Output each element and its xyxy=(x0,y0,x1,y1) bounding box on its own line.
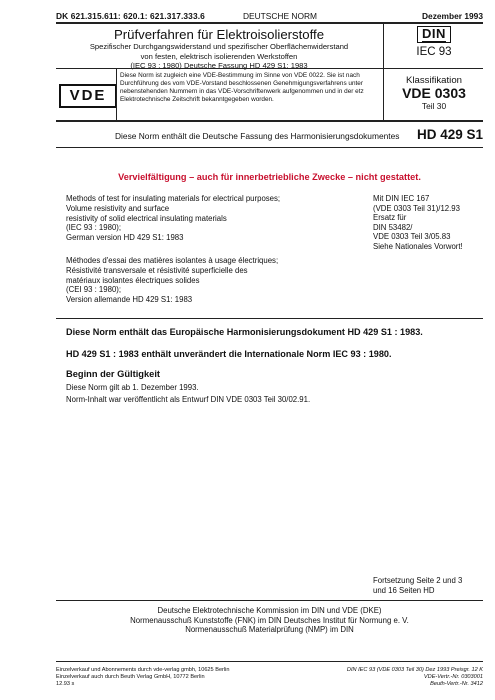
english-title-line: (IEC 93 : 1980); xyxy=(66,223,122,233)
rule xyxy=(56,68,483,69)
statement-iec: HD 429 S1 : 1983 enthält unverändert die Internationale Norm IEC 93 : 1980. xyxy=(66,349,392,359)
publisher-line: Deutsche Elektrotechnische Kommission im DIN und VDE (DKE) xyxy=(157,606,382,615)
footer-left-line: Einzelverkauf auch durch Beuth Verlag GmbH, 10772 Berlin xyxy=(56,673,205,680)
references xyxy=(373,194,483,252)
french-title-line: Méthodes d'essai des matières isolantes à usage électriques; xyxy=(66,256,279,265)
reference-line: Ersatz für xyxy=(373,213,407,223)
footer-right-line: Beuth-Vertr.-Nr. 3412 xyxy=(430,680,483,687)
vde-note-line: Elektrotechnische Zeitschrift bekanntgegeben worden. xyxy=(120,96,274,104)
copy-warning: Vervielfältigung – auch für innerbetriebliche Zwecke – nicht gestattet. xyxy=(118,172,421,182)
din-logo xyxy=(417,26,451,43)
reference-line: Siehe Nationales Vorwort! xyxy=(373,241,463,251)
rule xyxy=(56,120,483,122)
publisher-block xyxy=(56,606,483,635)
rule xyxy=(56,318,483,319)
footer-left-line: 12.93 s xyxy=(56,680,75,687)
vde-note-line: Durchführung des vom VDE-Vorstand beschlossenen Genehmigungsverfahrens unter xyxy=(120,80,363,88)
continuation-line: und 16 Seiten HD xyxy=(373,585,435,595)
statement-hd: Diese Norm enthält das Europäische Harmonisierungsdokument HD 429 S1 : 1983. xyxy=(66,327,423,337)
klassifikation-number: VDE 0303 xyxy=(402,85,466,101)
french-title-line: Résistivité transversale et résistivité superficielle des xyxy=(66,265,248,275)
publisher-line: Normenausschuß Kunststoffe (FNK) im DIN Deutsches Institut für Normung e. V. xyxy=(130,615,409,625)
document-title: Prüfverfahren für Elektroisolierstoffe xyxy=(113,27,325,42)
french-title-line: (CEI 93 : 1980); xyxy=(66,285,122,295)
subtitle-line: von festen, elektrisch isolierenden Werkstoffen xyxy=(140,51,298,61)
footer-rule xyxy=(56,661,483,662)
reference-line: Mit DIN IEC 167 xyxy=(373,194,430,203)
footer-right xyxy=(347,667,483,688)
english-title-line: German version HD 429 S1: 1983 xyxy=(66,233,184,243)
divider xyxy=(116,68,117,120)
hd-number: HD 429 S1 xyxy=(416,127,483,142)
reference-line: DIN 53482/ xyxy=(373,222,413,232)
continuation-line: Fortsetzung Seite 2 und 3 xyxy=(373,576,463,585)
french-title xyxy=(66,256,316,305)
french-title-line: Version allemande HD 429 S1: 1983 xyxy=(66,295,193,305)
gueltigkeit-heading: Beginn der Gültigkeit xyxy=(66,369,161,379)
entwurf-text: Norm-Inhalt war veröffentlicht als Entwurf DIN VDE 0303 Teil 30/02.91. xyxy=(66,395,311,404)
footer-right-line: DIN IEC 93 (VDE 0303 Teil 30) Dez 1993 Preisgr. 12 K xyxy=(346,667,483,673)
vde-note xyxy=(120,72,382,104)
publisher-line: Normenausschuß Materialprüfung (NMP) im DIN xyxy=(185,625,354,635)
vde-note-line: nebenstehenden Nummern in das VDE-Vorschriftenwerk aufgenommen und in der etz xyxy=(120,88,364,96)
rule xyxy=(56,147,483,148)
reference-line: VDE 0303 Teil 3/05.83 xyxy=(373,232,451,242)
title-block xyxy=(56,23,382,71)
english-title xyxy=(66,194,316,243)
vde-note-line: Diese Norm ist zugleich eine VDE-Bestimmung im Sinne von VDE 0022. Sie ist nach xyxy=(120,72,360,79)
english-title-line: resistivity of solid electrical insulating materials xyxy=(66,213,227,223)
dk-classification: DK 621.315.611: 620.1: 621.317.333.6 xyxy=(56,11,205,21)
klassifikation-label: Klassifikation xyxy=(406,75,462,86)
footer-left xyxy=(56,667,230,688)
norm-type: DEUTSCHE NORM xyxy=(243,11,317,21)
english-title-line: Volume resistivity and surface xyxy=(66,203,170,213)
footer-right-line: VDE-Vertr.-Nr. 0303001 xyxy=(423,673,483,680)
english-title-line: Methods of test for insulating materials for electrical purposes; xyxy=(66,194,281,203)
french-title-line: matériaux isolantes électriques solides xyxy=(66,275,200,285)
rule xyxy=(56,600,483,601)
hd-text: Diese Norm enthält die Deutsche Fassung des Harmonisierungsdokumentes xyxy=(115,131,400,141)
issue-date: Dezember 1993 xyxy=(422,11,483,21)
reference-line: (VDE 0303 Teil 31)/12.93 xyxy=(373,203,460,213)
din-box xyxy=(385,23,483,67)
continuation-note xyxy=(373,576,485,595)
vde-logo: VDE xyxy=(59,84,117,108)
subtitle-line: Spezifischer Durchgangswiderstand und spezifischer Oberflächenwiderstand xyxy=(89,42,349,51)
gueltigkeit-text: Diese Norm gilt ab 1. Dezember 1993. xyxy=(66,383,199,392)
klassifikation-teil: Teil 30 xyxy=(421,101,447,111)
klassifikation-box xyxy=(385,70,483,111)
iec-standard: IEC 93 xyxy=(416,46,452,58)
footer-left-line: Einzelverkauf und Abonnements durch vde-verlag gmbh, 10625 Berlin xyxy=(56,667,230,673)
din-logo-text: DIN xyxy=(422,26,446,41)
divider xyxy=(383,23,384,120)
subtitle-line: (IEC 93 : 1980) Deutsche Fassung HD 429 S1: 1983 xyxy=(130,61,308,71)
